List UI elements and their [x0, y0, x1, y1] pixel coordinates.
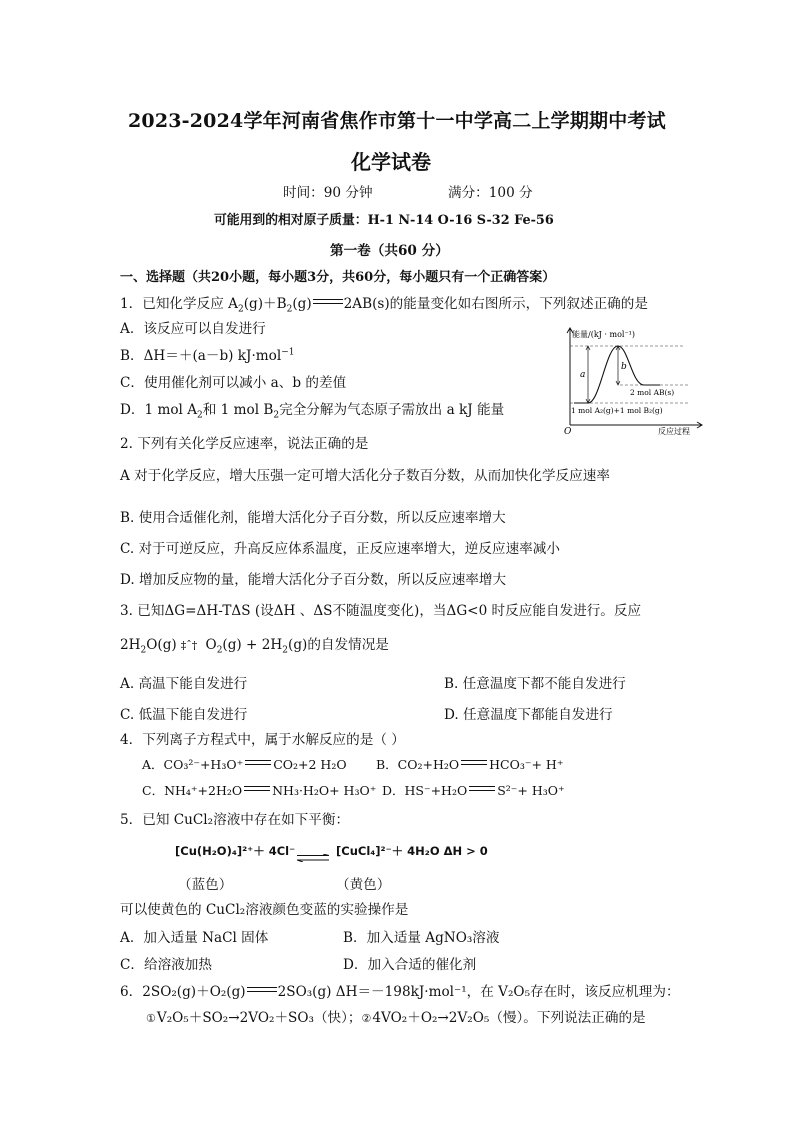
graph-label-b: b [621, 362, 627, 372]
sub: 2 [282, 645, 289, 656]
q2-option-a: A 对于化学反应，增大压强一定可增大活化分子数百分数，从而加快化学反应速率 [120, 468, 610, 484]
exam-time: 时间：90 分钟 [283, 185, 373, 201]
reversible-arrow-icon [244, 785, 270, 793]
q1-option-b [120, 344, 294, 364]
q4-option-a [142, 755, 347, 773]
q1-d-c: 完全分解为气态原子需放出 a kJ 能量 [279, 402, 505, 418]
q5-option-a: A．加入适量 NaCl 固体 [120, 930, 269, 946]
q4-stem: 4．下列离子方程式中，属于水解反应的是（ ） [120, 732, 405, 748]
q4-d-right: S²⁻+ H₃O⁺ [497, 783, 565, 798]
q6-step1: V₂O₅＋SO₂→2VO₂＋SO₃（快）； [156, 1010, 362, 1026]
q1-option-d [120, 398, 504, 421]
equal-sign-icon [313, 298, 343, 306]
reversible-arrow-icon [245, 759, 271, 767]
q1-stem-b: (g)＋B [243, 296, 287, 312]
q6-stem-b: 2SO₃(g) ΔH＝－198kJ·mol⁻¹，在 V₂O₅存在时，该反应机理为： [277, 984, 680, 1000]
circled-number-one: ① [146, 1012, 156, 1025]
q5-option-d: D．加入合适的催化剂 [343, 957, 477, 973]
graph-xlabel: 反应过程 [658, 427, 690, 436]
q5-ask: 可以使黄色的 CuCl₂溶液颜色变蓝的实验操作是 [120, 902, 409, 918]
reversible-arrow-icon [297, 847, 329, 855]
q1-d-a: D．1 mol A [120, 402, 198, 418]
q5-yellow-label: （黄色） [336, 877, 391, 893]
q3-eq-e: (g)的自发情况是 [288, 637, 389, 653]
paper-subtitle: 化学试卷 [351, 150, 431, 174]
sub: 2 [237, 304, 244, 315]
q2-stem: 2. 下列有关化学反应速率，说法正确的是 [120, 436, 369, 452]
sub: 2 [197, 410, 203, 421]
q4-b-left: B．CO₂+H₂O [376, 757, 460, 772]
sub: 2 [216, 645, 223, 656]
q5-blue-label: （蓝色） [178, 877, 233, 893]
q5-option-b: B．加入适量 AgNO₃溶液 [343, 930, 500, 946]
section-title: 第一卷（共60 分） [330, 243, 449, 259]
circled-number-two: ② [361, 1012, 372, 1025]
q1-stem-c: (g) [292, 296, 312, 312]
q4-c-right: NH₃·H₂O+ H₃O⁺ [272, 783, 377, 798]
q1-stem-d: 2AB(s)的能量变化如右图所示，下列叙述正确的是 [343, 296, 648, 312]
part1-heading: 一、选择题（共20小题，每小题3分，共60分，每小题只有一个正确答案） [120, 270, 556, 285]
exam-score: 满分：100 分 [448, 185, 533, 201]
q4-d-left: D．HS⁻+H₂O [382, 783, 468, 798]
q6-mechanism [146, 1006, 646, 1026]
q4-b-right: HCO₃⁻+ H⁺ [489, 757, 564, 772]
graph-ylabel: 能量/(kJ · mol⁻¹) [572, 330, 636, 339]
q3-stem: 3. 已知ΔG=ΔH-TΔS (设ΔH 、ΔS不随温度变化)，当ΔG<0 时反应能自发进行。反应 [120, 603, 642, 619]
exam-title: 2023-2024学年河南省焦作市第十一中学高二上学期期中考试 [128, 110, 666, 132]
reversible-arrow-icon [469, 785, 495, 793]
q1-d-b: 和 1 mol B [202, 402, 274, 418]
atomic-masses: 可能用到的相对原子质量：H-1 N-14 O-16 S-32 Fe-56 [214, 213, 554, 228]
q3-option-b: B. 任意温度下都不能自发进行 [444, 676, 626, 692]
q6-step2: 4VO₂＋O₂→2V₂O₅（慢）。下列说法正确的是 [372, 1010, 646, 1026]
q3-option-a: A. 高温下能自发进行 [120, 676, 248, 692]
q1-stem [120, 292, 648, 315]
q4-option-d [382, 781, 565, 799]
q4-option-b [376, 755, 563, 773]
q3-eq-a: 2H [120, 637, 141, 653]
sub: 2 [286, 304, 293, 315]
q5-option-c: C．给溶液加热 [120, 957, 212, 973]
q3-option-d: D. 任意温度下都能自发进行 [444, 707, 613, 723]
q5-stem: 5．已知 CuCl₂溶液中存在如下平衡： [120, 812, 350, 828]
graph-label-a: a [580, 370, 586, 380]
equal-sign-icon [247, 986, 277, 994]
q5-equation-right: [CuCl₄]²⁻＋ 4H₂O ΔH > 0 [336, 844, 488, 858]
q6-stem [120, 980, 680, 1000]
q1-option-c: C．使用催化剂可以减小 a、b 的差值 [120, 375, 347, 391]
q3-option-c: C. 低温下能自发进行 [120, 707, 248, 723]
q1-option-b-text: B．ΔH＝＋(a－b) kJ·mol [120, 348, 282, 364]
q2-option-c: C. 对于可逆反应，升高反应体系温度，正反应速率增大，逆反应速率减小 [120, 541, 560, 557]
q3-eq-c: O [201, 637, 217, 653]
graph-product: 2 mol AB(s) [630, 388, 675, 397]
graph-reactant: 1 mol A₂(g)+1 mol B₂(g) [571, 406, 663, 415]
q6-stem-a: 6．2SO₂(g)＋O₂(g) [120, 984, 246, 1000]
q3-eq-b: O(g) [146, 637, 177, 653]
q2-option-b: B. 使用合适催化剂，能增大活化分子百分数，所以反应速率增大 [120, 510, 506, 526]
sub: 2 [140, 645, 147, 656]
q3-equation [120, 633, 389, 656]
q1-stem-a: 1．已知化学反应 A [120, 296, 238, 312]
q4-c-left: C．NH₄⁺+2H₂O [142, 783, 243, 798]
graph-origin: O [564, 427, 572, 437]
sub: 2 [273, 410, 280, 421]
reversible-arrow-icon [461, 759, 487, 767]
q5-equation-left: [Cu(H₂O)₄]²⁺＋ 4Cl⁻ [175, 844, 296, 858]
q4-a-left: A．CO₃²⁻+H₃O⁺ [142, 757, 244, 772]
sup: −1 [281, 347, 295, 358]
q2-option-d: D. 增加反应物的量，能增大活化分子百分数，所以反应速率增大 [120, 572, 507, 588]
q3-eq-d: (g) + 2H [222, 637, 283, 653]
q3-eq-arrow: ‡ˆ† [180, 639, 198, 652]
q4-a-right: CO₂+2 H₂O [273, 757, 347, 772]
energy-diagram [560, 325, 710, 437]
q1-option-a: A．该反应可以自发进行 [120, 321, 266, 337]
q4-option-c [142, 781, 376, 799]
